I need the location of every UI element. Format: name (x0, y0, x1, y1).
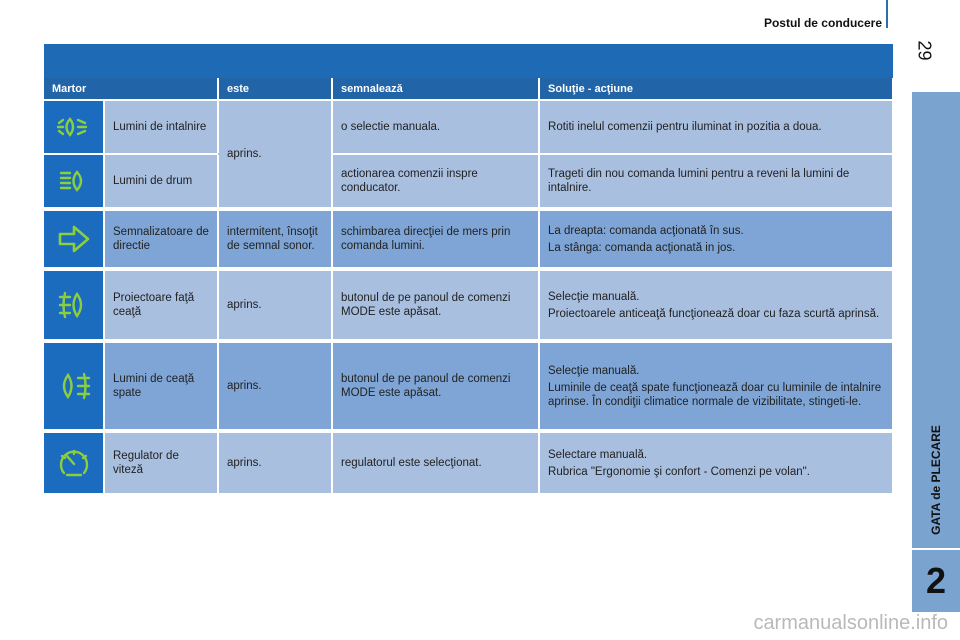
chapter-number: 2 (925, 560, 947, 601)
rear-fog-icon (44, 343, 104, 429)
solutie-cell: Trageti din nou comanda lumini pentru a reveni la lumini de intalnire. (539, 155, 893, 207)
solutie-cell (539, 433, 893, 493)
este-cell: intermitent, însoţit de semnal sonor. (218, 211, 332, 267)
semnaleaza-cell: butonul de pe panoul de comenzi MODE este apăsat. (332, 343, 539, 429)
este-cell: aprins. (218, 101, 332, 207)
martor-cell: Proiectoare faţă ceaţă (104, 271, 218, 339)
este-cell: aprins. (218, 433, 332, 493)
semnaleaza-cell: o selectie manuala. (332, 101, 539, 153)
solutie-cell (539, 211, 893, 267)
table-row (44, 101, 893, 153)
section-title: Postul de conducere (763, 16, 882, 30)
header-divider (886, 0, 888, 28)
chapter-name: GATA de PLECARE (929, 425, 943, 535)
high-beam-icon (44, 155, 104, 207)
semnaleaza-cell: actionarea comenzii inspre conducator. (332, 155, 539, 207)
table-title-bar (44, 44, 893, 78)
table-row (44, 155, 893, 207)
solutie-line: La stânga: comanda acţionată in jos. (548, 241, 736, 254)
speed-limiter-icon (44, 433, 104, 493)
table-row (44, 271, 893, 339)
col-header-semnaleaza: semnalează (332, 78, 539, 99)
col-header-martor: Martor (44, 78, 218, 99)
warning-lights-table (44, 44, 893, 493)
semnaleaza-cell: butonul de pe panoul de comenzi MODE este apăsat. (332, 271, 539, 339)
table-row (44, 433, 893, 493)
martor-cell: Regulator de viteză (104, 433, 218, 493)
low-beam-icon (44, 101, 104, 153)
table-row (44, 211, 893, 267)
solutie-cell (539, 271, 893, 339)
solutie-cell (539, 343, 893, 429)
col-header-solutie: Soluţie - acţiune (539, 78, 893, 99)
solutie-line: Proiectoarele anticeaţă funcţionează doar cu faza scurtă aprinsă. (548, 307, 880, 320)
table-header-row (44, 78, 893, 99)
front-fog-icon (44, 271, 104, 339)
solutie-line: Selectare manuală. (548, 448, 648, 461)
solutie-cell: Rotiti inelul comenzii pentru iluminat in pozitia a doua. (539, 101, 893, 153)
semnaleaza-cell: schimbarea direcţiei de mers prin comanda lumini. (332, 211, 539, 267)
col-header-este: este (218, 78, 332, 99)
martor-cell: Semnalizatoare de directie (104, 211, 218, 267)
chapter-divider (912, 548, 960, 550)
solutie-line: Selecţie manuală. (548, 290, 640, 303)
solutie-line: Selecţie manuală. (548, 364, 640, 377)
solutie-line: Luminile de ceaţă spate funcţionează doar cu luminile de intalnire aprinse. În condiţii climatice normale de vizibilitate, stingeti-le. (548, 381, 882, 408)
solutie-line: Rubrica "Ergonomie şi confort - Comenzi pe volan". (548, 465, 810, 478)
table (44, 78, 894, 493)
page-number: 29 (914, 40, 935, 61)
este-cell: aprins. (218, 343, 332, 429)
watermark: carmanualsonline.info (753, 612, 948, 634)
solutie-line: La dreapta: comanda acţionată în sus. (548, 224, 744, 237)
martor-cell: Lumini de intalnire (104, 101, 218, 153)
martor-cell: Lumini de ceaţă spate (104, 343, 218, 429)
semnaleaza-cell: regulatorul este selecţionat. (332, 433, 539, 493)
martor-cell: Lumini de drum (104, 155, 218, 207)
table-row (44, 343, 893, 429)
turn-signal-icon (44, 211, 104, 267)
este-cell: aprins. (218, 271, 332, 339)
